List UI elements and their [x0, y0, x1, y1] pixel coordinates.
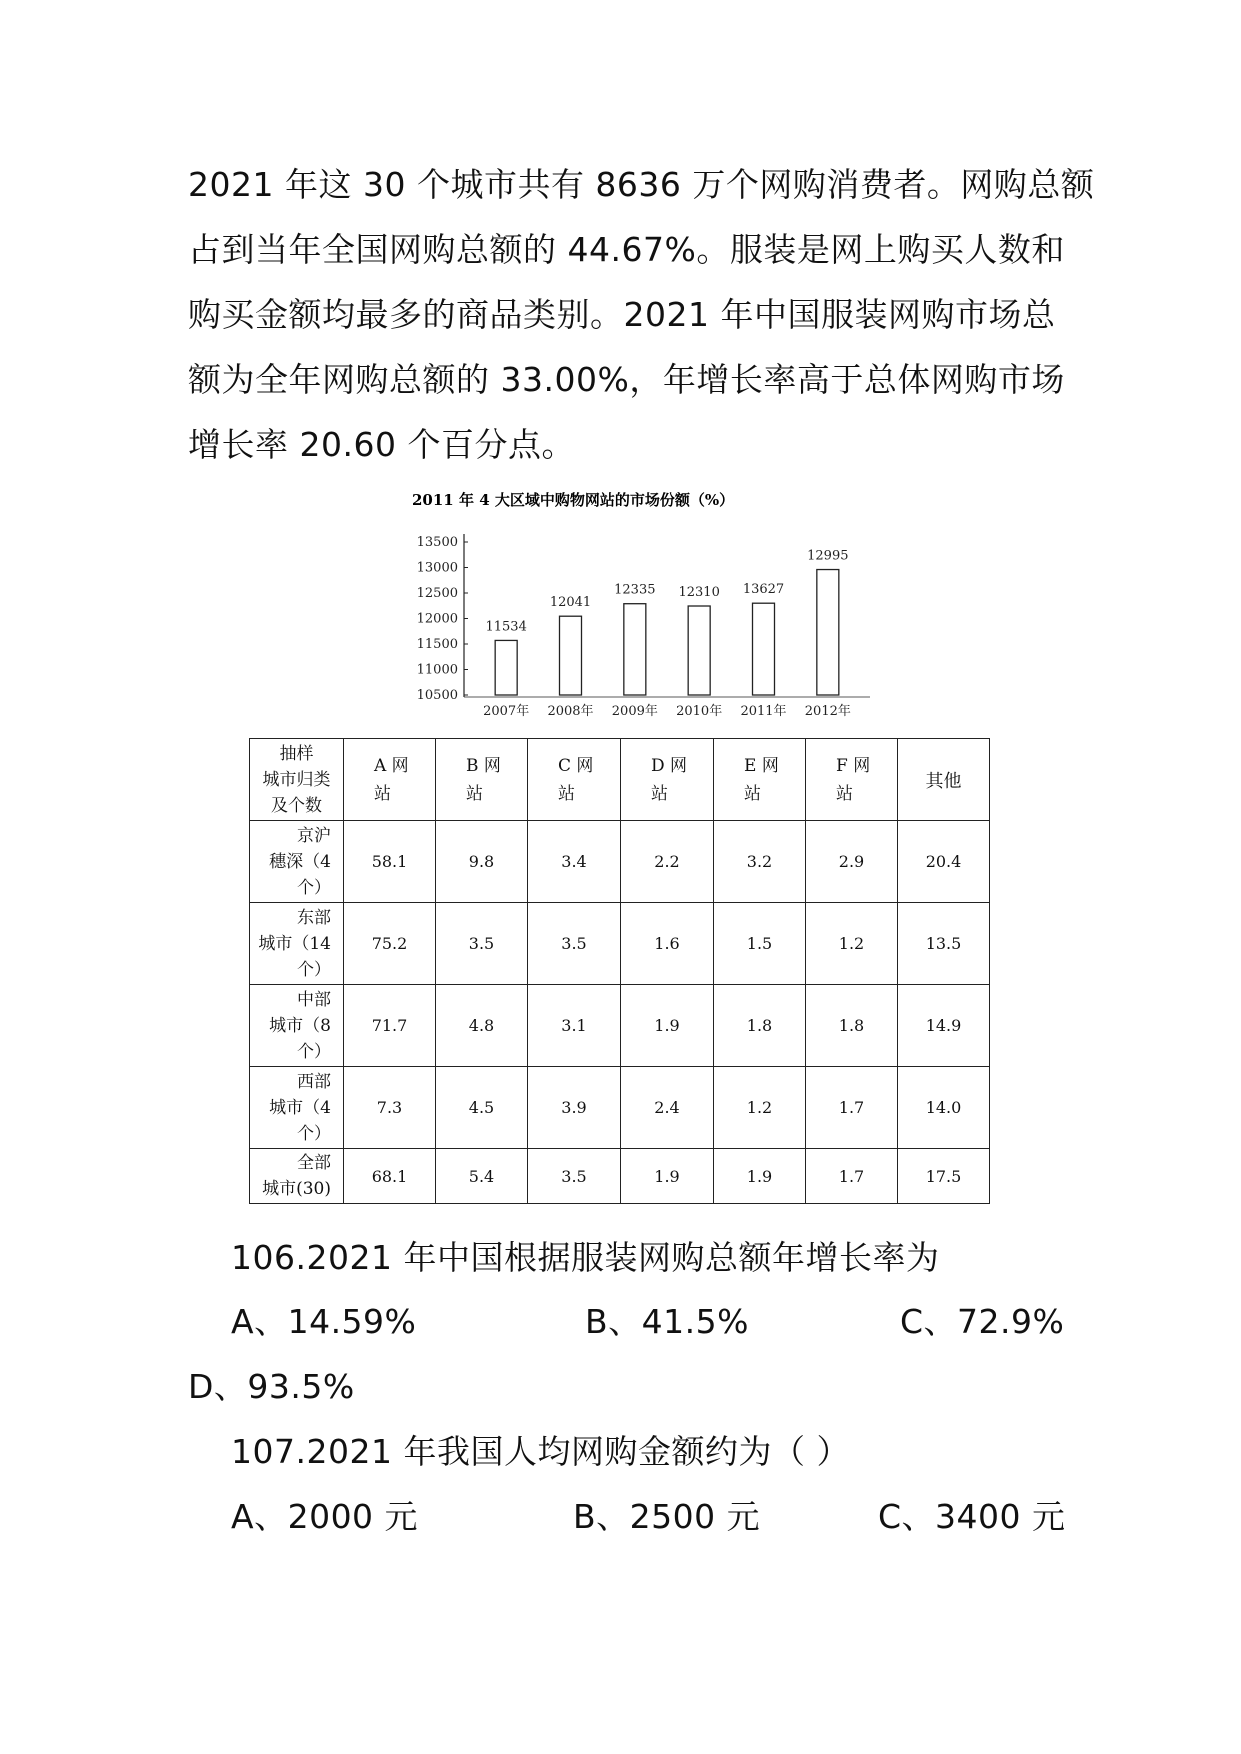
y-tick-label: 11000 — [416, 662, 458, 678]
table-row — [250, 985, 990, 1067]
table-cell: 2.2 — [621, 821, 714, 903]
table-header-cell: B 网 站 — [436, 739, 528, 821]
table-cell: 17.5 — [898, 1149, 990, 1204]
y-tick-label: 13500 — [416, 535, 458, 550]
table-row — [250, 903, 990, 985]
table-cell: 5.4 — [436, 1149, 528, 1204]
x-tick-label: 2011年 — [740, 704, 787, 719]
question-106-option-d[interactable]: D、93.5% — [188, 1367, 355, 1406]
question-107-stem: 107.2021 年我国人均网购金额约为（ ） — [231, 1432, 850, 1471]
question-107-option-c[interactable]: C、3400 元 — [878, 1497, 1066, 1536]
data-label: 11534 — [485, 619, 527, 635]
table-cell: 1.8 — [714, 985, 806, 1067]
bar — [688, 606, 710, 695]
data-label: 12335 — [614, 582, 656, 598]
intro-line: 占到当年全国网购总额的 44.67%。服装是网上购买人数和 — [188, 230, 1065, 269]
table-cell: 7.3 — [344, 1067, 436, 1149]
table-cell: 75.2 — [344, 903, 436, 985]
bar — [624, 604, 646, 695]
x-tick-label: 2008年 — [547, 704, 594, 719]
table-cell: 1.9 — [714, 1149, 806, 1204]
table-row-label: 京沪 穗深（4 个） — [250, 821, 344, 903]
x-tick-label: 2007年 — [483, 704, 530, 719]
table-header-row — [250, 739, 990, 821]
market-share-table — [249, 738, 990, 1204]
table-row — [250, 821, 990, 903]
table-cell: 1.9 — [621, 1149, 714, 1204]
question-106-stem: 106.2021 年中国根据服装网购总额年增长率为 — [231, 1238, 940, 1277]
table-cell: 2.9 — [806, 821, 898, 903]
question-106-option-a[interactable]: A、14.59% — [231, 1302, 417, 1341]
table-cell: 3.5 — [528, 1149, 621, 1204]
intro-line: 2021 年这 30 个城市共有 8636 万个网购消费者。网购总额 — [188, 165, 1095, 204]
table-cell: 1.2 — [714, 1067, 806, 1149]
chart-title: 2011 年 4 大区域中购物网站的市场份额（%） — [412, 491, 735, 509]
bar — [817, 570, 839, 695]
intro-line: 购买金额均最多的商品类别。2021 年中国服装网购市场总 — [188, 295, 1056, 334]
table-cell: 1.9 — [621, 985, 714, 1067]
table-cell: 4.8 — [436, 985, 528, 1067]
intro-paragraph — [188, 152, 1095, 477]
table-cell: 14.0 — [898, 1067, 990, 1149]
table-header-cell: F 网 站 — [806, 739, 898, 821]
x-tick-label: 2012年 — [804, 704, 851, 719]
table-cell: 1.6 — [621, 903, 714, 985]
data-label: 12041 — [549, 595, 592, 611]
intro-line: 额为全年网购总额的 33.00%，年增长率高于总体网购市场 — [188, 360, 1065, 399]
table-cell: 1.2 — [806, 903, 898, 985]
y-tick-label: 11500 — [416, 637, 458, 652]
data-label: 13627 — [742, 582, 785, 598]
data-label: 12995 — [807, 548, 849, 564]
table-row — [250, 1149, 990, 1204]
x-tick-label: 2010年 — [676, 704, 723, 719]
x-tick-label: 2009年 — [611, 704, 658, 719]
table-cell: 3.1 — [528, 985, 621, 1067]
table-header-cell: A 网 站 — [344, 739, 436, 821]
question-107-option-b[interactable]: B、2500 元 — [573, 1497, 761, 1536]
table-cell: 20.4 — [898, 821, 990, 903]
question-107-option-a[interactable]: A、2000 元 — [231, 1497, 419, 1536]
table-cell: 13.5 — [898, 903, 990, 985]
table-cell: 1.7 — [806, 1149, 898, 1204]
table-header-cell: 抽样 城市归类 及个数 — [250, 739, 344, 821]
table-cell: 3.5 — [528, 903, 621, 985]
bar — [753, 603, 775, 695]
table-cell: 3.4 — [528, 821, 621, 903]
table-row-label: 中部 城市（8 个） — [250, 985, 344, 1067]
table-header-cell: E 网 站 — [714, 739, 806, 821]
table-header-cell: C 网 站 — [528, 739, 621, 821]
bar — [495, 640, 517, 695]
bar — [560, 616, 582, 695]
question-106-option-c[interactable]: C、72.9% — [900, 1302, 1065, 1341]
y-tick-label: 12500 — [416, 586, 458, 601]
y-tick-label: 10500 — [416, 688, 458, 703]
table-header-cell: D 网 站 — [621, 739, 714, 821]
table-cell: 3.9 — [528, 1067, 621, 1149]
table-cell: 1.7 — [806, 1067, 898, 1149]
bar-chart — [400, 485, 880, 730]
data-label: 12310 — [678, 585, 720, 601]
table-cell: 14.9 — [898, 985, 990, 1067]
table-row-label: 西部 城市（4 个） — [250, 1067, 344, 1149]
table-cell: 58.1 — [344, 821, 436, 903]
table-header-cell: 其他 — [898, 739, 990, 821]
question-106-option-b[interactable]: B、41.5% — [585, 1302, 749, 1341]
table-cell: 2.4 — [621, 1067, 714, 1149]
table-cell: 1.8 — [806, 985, 898, 1067]
table-cell: 9.8 — [436, 821, 528, 903]
y-tick-label: 13000 — [416, 560, 458, 576]
intro-line: 增长率 20.60 个百分点。 — [188, 425, 575, 464]
table-cell: 3.2 — [714, 821, 806, 903]
table-cell: 3.5 — [436, 903, 528, 985]
table-cell: 4.5 — [436, 1067, 528, 1149]
table-row-label: 全部 城市(30) — [250, 1149, 344, 1204]
table-cell: 1.5 — [714, 903, 806, 985]
table-cell: 68.1 — [344, 1149, 436, 1204]
table-cell: 71.7 — [344, 985, 436, 1067]
table-row-label: 东部 城市（14 个） — [250, 903, 344, 985]
table-row — [250, 1067, 990, 1149]
y-tick-label: 12000 — [416, 611, 458, 627]
